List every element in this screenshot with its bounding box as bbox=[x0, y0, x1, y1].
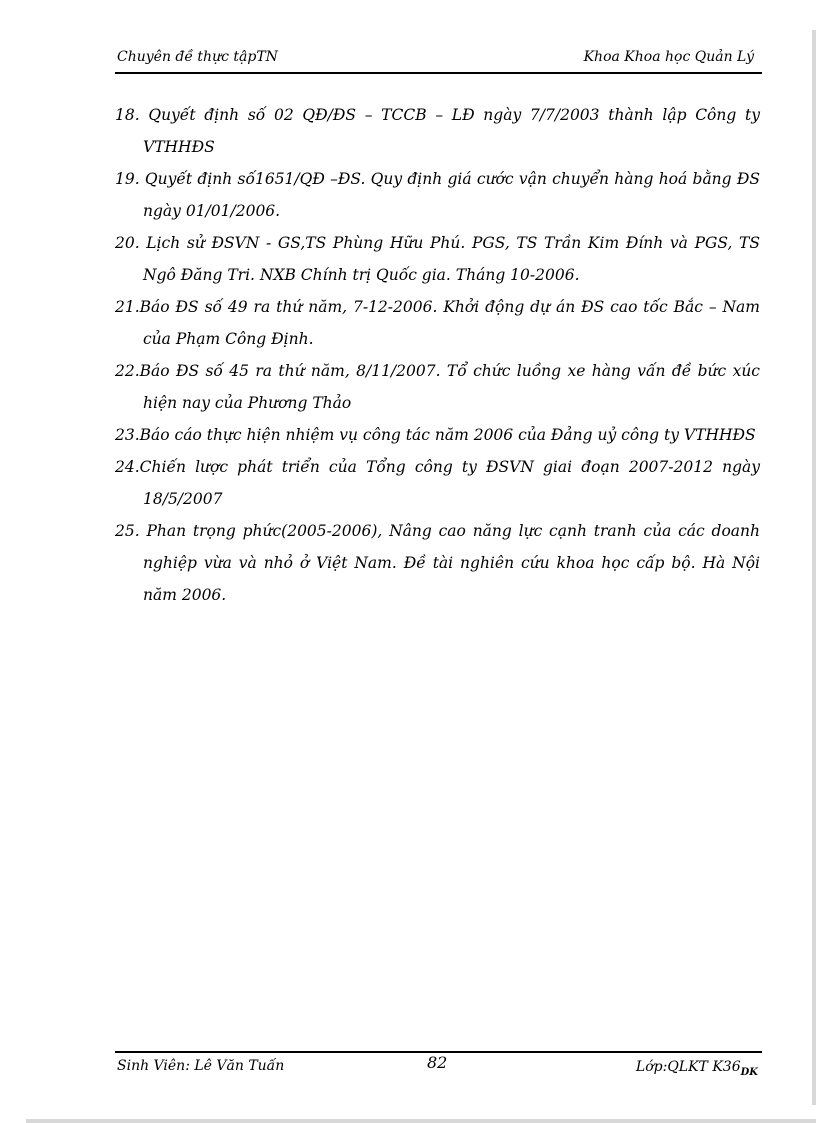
reference-item: 19. Quyết định số1651/QĐ –ĐS. Quy định giá cước vận chuyển hàng hoá bằng ĐS ngày 01/01/2006. bbox=[115, 170, 760, 220]
footer-class-text: Lớp:QLKT K36 bbox=[635, 1059, 741, 1075]
reference-item: 23.Báo cáo thực hiện nhiệm vụ công tác năm 2006 của Đảng uỷ công ty VTHHĐS bbox=[115, 426, 756, 444]
footer-class bbox=[636, 1059, 758, 1078]
page-header bbox=[115, 48, 762, 74]
footer-class-subscript: DK bbox=[740, 1067, 758, 1078]
page-footer bbox=[115, 1051, 762, 1083]
header-right-text: Khoa Khoa học Quản Lý bbox=[583, 49, 754, 65]
reference-item: 25. Phan trọng phức(2005-2006), Nâng cao năng lực cạnh tranh của các doanh nghiệp vừa và nhỏ ở Việt Nam. Đề tài nghiên cứu khoa học cấp bộ. Hà Nội năm 2006. bbox=[115, 522, 760, 604]
reference-item: 21.Báo ĐS số 49 ra thứ năm, 7-12-2006. Khởi động dự án ĐS cao tốc Bắc – Nam của Phạm Công Định. bbox=[115, 298, 760, 348]
reference-item: 20. Lịch sử ĐSVN - GS,TS Phùng Hữu Phú. PGS, TS Trần Kim Đính và PGS, TS Ngô Đăng Tri. NXB Chính trị Quốc gia. Tháng 10-2006. bbox=[115, 234, 760, 284]
page-shadow-right bbox=[812, 30, 816, 1105]
page-shadow-bottom bbox=[26, 1119, 816, 1123]
footer-student-name: Sinh Viên: Lê Văn Tuấn bbox=[117, 1058, 285, 1074]
page-number: 82 bbox=[427, 1053, 448, 1072]
reference-list bbox=[115, 99, 760, 611]
header-left-text: Chuyên đề thực tậpTN bbox=[117, 49, 278, 65]
reference-item: 24.Chiến lược phát triển của Tổng công ty ĐSVN giai đoạn 2007-2012 ngày 18/5/2007 bbox=[115, 458, 760, 508]
reference-item: 18. Quyết định số 02 QĐ/ĐS – TCCB – LĐ ngày 7/7/2003 thành lập Công ty VTHHĐS bbox=[115, 106, 760, 156]
reference-item: 22.Báo ĐS số 45 ra thứ năm, 8/11/2007. Tổ chức luồng xe hàng vấn đề bức xúc hiện nay của Phương Thảo bbox=[115, 362, 760, 412]
